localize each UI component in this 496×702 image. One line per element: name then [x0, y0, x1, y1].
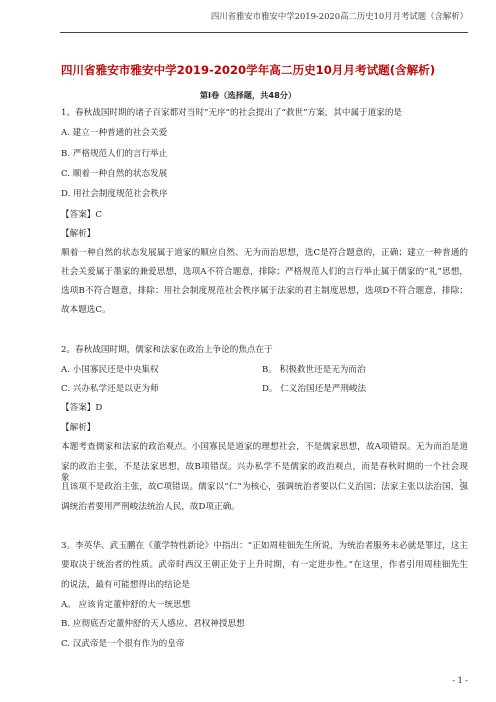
question-1-analysis-line: 选项B不符合题意，排除；用社会制度规范社会秩序属于法家的君主制度思想，选项D不符合题意，排除； [61, 286, 468, 296]
question-3-stem-line: 要取决于统治者的性质。武帝时西汉王朝正处于上升时期，有一定进步性。”在这里，作者引用周桂钿先生 [61, 560, 468, 570]
page-number: - 1 - [452, 676, 468, 685]
question-1-stem: 1。春秋战国时期的诸子百家都对当时“无序”的社会提出了“救世”方案，其中属于道家的是 [61, 108, 403, 118]
question-2-analysis-line: 调统治者要用严刑峻法统治人民，故D项正确。 [61, 502, 240, 512]
header-text: 四川省雅安市雅安中学2019-2020高二历史10月月考试题（含解析） [210, 11, 468, 21]
question-2-stem: 2。春秋战国时期，儒家和法家在政治上争论的焦点在于 [61, 345, 273, 355]
question-1-option-c: C. 顺着一种自然的状态发展 [61, 169, 168, 179]
question-2-analysis-line: 家的政治主张，不是法家思想，故B项错误。兴办私学不是儒家的政治观点，而是春秋时期的一个社会现象， [61, 462, 468, 483]
question-1-answer: 【答案】C [61, 210, 102, 220]
question-2-option-c: C. 兴办私学还是以吏为师 [61, 384, 159, 394]
question-3-stem-line: 的说法，最有可能想得出的结论是 [61, 580, 190, 590]
page-header [60, 10, 468, 33]
question-1-analysis-label: 【解析】 [61, 229, 96, 239]
question-3-option-c: C. 汉武帝是一个很有作为的皇帝 [61, 639, 185, 649]
question-2-analysis-line: 本题考查儒家和法家的政治观点。小国寡民是道家的理想社会，不是儒家思想，故A项错误。无为而治是道 [61, 442, 468, 452]
question-1-option-d: D. 用社会制度规范社会秩序 [61, 189, 168, 199]
question-1-analysis-line: 故本题选C。 [61, 305, 111, 315]
question-1-option-b: B. 严格规范人们的言行举止 [61, 149, 168, 159]
question-2-option-d: D。 仁义治国还是严刑峻法 [262, 384, 367, 394]
question-2-option-b: B。 积极救世还是无为而治 [262, 365, 366, 375]
question-1-analysis-line: 社会关爱属于墨家的兼爱思想，选项A不符合题意，排除；严格规范人们的言行举止属于儒家的“礼”思想， [61, 267, 468, 277]
question-3-option-a: A。 应该肯定董仲舒的大一统思想 [61, 600, 191, 610]
document-title: 四川省雅安市雅安中学2019-2020学年高二历史10月月考试题(含解析) [60, 63, 436, 77]
section-heading: 第Ⅰ卷（选择题，共48分） [199, 90, 297, 100]
question-2-analysis-line: 且该项不是政治主张，故C项错误。儒家以“仁”为核心，强调统治者要以仁义治国；法家主张以法治国，强 [61, 482, 468, 492]
question-2-option-a: A. 小国寡民还是中央集权 [61, 365, 159, 375]
question-1-option-a: A. 建立一种普通的社会关爱 [61, 128, 168, 138]
question-3-stem-line: 3。李英华、武玉鹏在《董学特性新论》中指出：“正如周桂钿先生所说，为统治者服务未必就是罪过，这主 [61, 541, 468, 551]
question-1-analysis-line: 顺着一种自然的状态发展属于道家的顺应自然、无为而治思想，选C是符合题意的，正确；建立一种普通的 [61, 248, 468, 258]
question-3-option-b: B. 应彻底否定董仲舒的天人感应、君权神授思想 [61, 619, 245, 629]
question-2-answer: 【答案】D [61, 403, 103, 413]
question-2-analysis-label: 【解析】 [61, 423, 96, 433]
